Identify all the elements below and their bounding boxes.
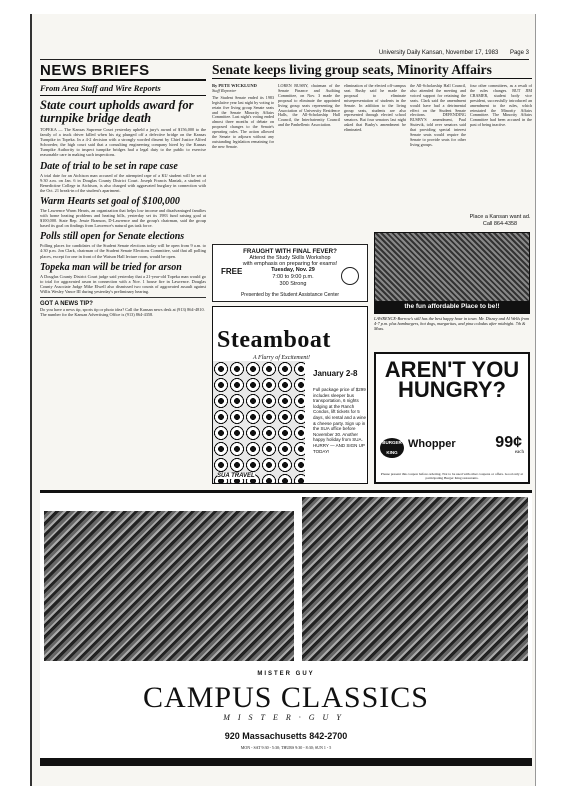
- coupon-fine-print: Please present this coupon before ordering. Not to be used with other coupons or offers. Good only at participating Burger King restaurants.: [380, 472, 524, 480]
- study-ad-date: Tuesday, Nov. 29: [271, 267, 315, 273]
- masthead-page: Page 3: [509, 50, 529, 56]
- snowflake-pattern: [213, 361, 305, 484]
- story-column-1: [212, 84, 274, 242]
- story-text-2: LOREN BUSBY, chairman of the Senate Finance and Auditing Committee, on Nov. 3 made the proposal to eliminate the appointed living group seats representing the Association of University Residence Halls, the All-Scholarship Hall Council, the Interfraternity Council and the Panhellenic Association.: [278, 84, 340, 128]
- brief-headline-4: Polls still open for Senate elections: [40, 231, 185, 243]
- news-briefs-subtitle: From Area Staff and Wire Reports: [40, 83, 206, 96]
- story-column-5: [470, 84, 532, 188]
- brand-logo: MISTER GUY: [257, 671, 315, 677]
- brief-headline-5: Topeka man will be tried for arson: [40, 261, 182, 273]
- study-skills-ad: [212, 244, 368, 302]
- whopper-label: Whopper: [408, 438, 456, 450]
- study-ad-line-3: with emphasis on preparing for exams!: [242, 261, 338, 267]
- brief-body-1: TOPEKA — The Kansas Supreme Court yesterday upheld a jury's award of $156,000 to the family of a truck driver killed when his rig plunged off a defective bridge on the Kansas Turnpike in Topeka. In a 4-2 decision with a strongly worded dissent by Chief Justice Alfred Schroeder, the high court said that a consulting engineering company hired by the Kansas Turnpike Authority to inspect turnpike bridges had a legal duty to the public to exercise reasonable care in making such inspections.: [40, 127, 206, 158]
- seal-icon: [341, 267, 359, 285]
- photo-banner: the fun affordable Place to be!!: [375, 301, 529, 313]
- study-ad-sponsor: Presented by the Student Assistance Center: [240, 292, 340, 298]
- whopper-price: 99¢: [495, 434, 522, 451]
- byline: By PETE WICKLUND: [212, 84, 257, 88]
- masthead: [40, 50, 529, 60]
- newspaper-page: [30, 14, 536, 786]
- story-text-3: elimination of the elected off-campus seat. Busby said he made the proposal to eliminate misrepresentation of students in the Senate. In addition to the living group seats, students are also represented through elected school senators. But four senators last night asked that Busby's amendment be eliminated.: [344, 84, 406, 133]
- store-hours: MON - SAT 9:30 - 5:30; THURS 9:30 - 8:30; SUN 1 - 5: [240, 745, 332, 750]
- campus-classics-title: CAMPUS CLASSICS: [143, 681, 429, 714]
- brief-headline-3: Warm Hearts set goal of $100,000: [40, 195, 180, 207]
- main-headline: Senate keeps living group seats, Minority Affairs: [212, 62, 532, 79]
- masthead-paper: University Daily Kansan, November 17, 1983: [378, 50, 499, 56]
- ad-photo-right: [302, 497, 528, 661]
- news-tip-heading: GOT A NEWS TIP?: [40, 300, 93, 307]
- main-story: [212, 62, 532, 227]
- restaurant-photo: [374, 232, 530, 314]
- story-text-1: The Student Senate ended its 1983 legislative year last night by voting to retain five living group Senate seats and the Senate Minority Affairs Committee. Last night's voting ended almost three months of debate on proposed changes to the Senate's operating rules. The action allowed the Senate to adjourn without any outstanding legislation remaining for the new Senate.: [212, 94, 274, 149]
- study-ad-line-2: Attend the Study Skills Workshop: [249, 255, 331, 261]
- campus-classics-tagline: MISTER·GUY: [223, 713, 349, 722]
- steamboat-tagline: A Flurry of Excitement!: [253, 355, 311, 361]
- price-each: each: [514, 450, 524, 455]
- news-briefs: [40, 62, 206, 478]
- kansan-want-ad: [468, 214, 532, 228]
- story-text-5: four other committees, as a result of the rules changes. BUT JIM CRAMER, student body vice president, successfully introduced an amendment to the rules, which reinstated the Minority Affairs Committee. The Minority Affairs Committee had been accused in the past of being inactive.: [470, 84, 532, 128]
- story-column-4: [410, 84, 466, 242]
- ad-office-line: The number for the Kansan Advertising Office is (913) 864-4358.: [40, 312, 154, 318]
- brief-body-2: A trial date for an Atchison man accused of the attempted rape of a KU student will be set at 9:30 a.m. on Jan. 6 in Douglas County District Court. Joseph Francis Maniak, a student of Benedictine College in Atchison, is also charged with aggravated burglary in connection with the Oct. 21 break-in of the student's apartment.: [40, 172, 206, 193]
- study-ad-place: 300 Strong: [279, 281, 307, 287]
- brief-body-5: A Douglas County District Court judge said yesterday that a 21-year-old Topeka man would go to trial for aggravated arson in connection with a Nov. 1 house fire in Lawrence. Douglas County Associate Judge Mike Elwell also dismissed two counts of aggravated assault against Willis Wesley Vance III during yesterday's preliminary hearing.: [40, 273, 206, 294]
- story-column-3: [344, 84, 406, 242]
- sua-travel-logo: SUA TRAVEL: [217, 473, 255, 479]
- brief-body-4: Polling places for candidates of the Student Senate elections today will be open from 9 a.m. to 4:30 p.m. Jon Clark, chairman of the Student Senate Elections Committee, said that all polling places, except for one in front of the Watson Hall lecture room, would be open.: [40, 243, 206, 259]
- store-address: 920 Massachusetts 842-2700: [224, 731, 348, 741]
- brief-body-3: The Lawrence Warm Hearts, an organization that helps low income and disadvantaged families with home heating problems and heating bills, yesterday set its 1983 fund raising goal at $100,000. State Rep. Jessie Branson, D-Lawrence and the group's chairman, said the group based its goal on findings from Lawrence's natural gas task force.: [40, 207, 206, 229]
- story-text-4: the All-Scholarship Hall Council, also attended the meeting and voiced support for retaining the seats. Clark said the amendment would have had a detrimental effect on the Student Senate elections. DEFENDING BUSBY'S amendment, Paul Stutevik, told over senators said that providing special interest Senate seats would require the Senate to provide seats for other living groups.: [410, 84, 466, 147]
- bottom-bar: [40, 758, 532, 766]
- story-column-2: [278, 84, 340, 242]
- divider: [40, 297, 206, 298]
- news-tip-body: Do you have a news tip, sports tip or photo idea? Call the Kansan news desk at (913) 864-4810.: [40, 306, 205, 312]
- steamboat-dates: January 2-8: [313, 369, 358, 378]
- news-briefs-title: NEWS BRIEFS: [40, 62, 206, 81]
- brief-headline-1: State court upholds award for turnpike bridge death: [40, 98, 194, 125]
- want-ad-line-2: Call 864-4358: [482, 221, 518, 227]
- study-ad-times: [261, 267, 325, 288]
- photo-caption: LAWRENCE-Borrow's still has the best happy hour in town. Mr. Disney and Al Wells from 4-7 p.m. plus hamburgers, hot dogs, margaritas, and pina coladas after midnight. 7th & Mass.: [374, 316, 530, 331]
- study-ad-free: FREE: [221, 267, 243, 276]
- brief-headline-2: Date of trial to be set in rape case: [40, 160, 178, 172]
- staff-label: Staff Reporter: [212, 87, 237, 93]
- burger-king-ad: [374, 352, 530, 484]
- want-ad-line-1: Place a Kansan want ad.: [469, 214, 531, 220]
- steamboat-title: Steamboat: [217, 327, 331, 353]
- study-ad-time: 7:00 to 9:00 p.m.: [272, 274, 314, 280]
- campus-classics-ad: [40, 490, 532, 766]
- story-columns: [212, 84, 532, 244]
- ad-photo-left: [44, 511, 294, 661]
- steamboat-package: Full package price of $299 includes sleeper bus transportation, 6 nights lodging at the Ranch Condos, lift tickets for 5 days, ski rental and a wine & cheese party. Sign up in the SUA office before November 30. Another happy holiday from SUA. HURRY — AND SIGN UP TODAY!: [313, 387, 367, 454]
- burger-king-logo: BURGER KING: [380, 438, 404, 458]
- hungry-headline: AREN'T YOU HUNGRY?: [384, 357, 520, 402]
- steamboat-ad: [212, 306, 368, 484]
- study-ad-title: FRAUGHT WITH FINAL FEVER?: [243, 248, 337, 255]
